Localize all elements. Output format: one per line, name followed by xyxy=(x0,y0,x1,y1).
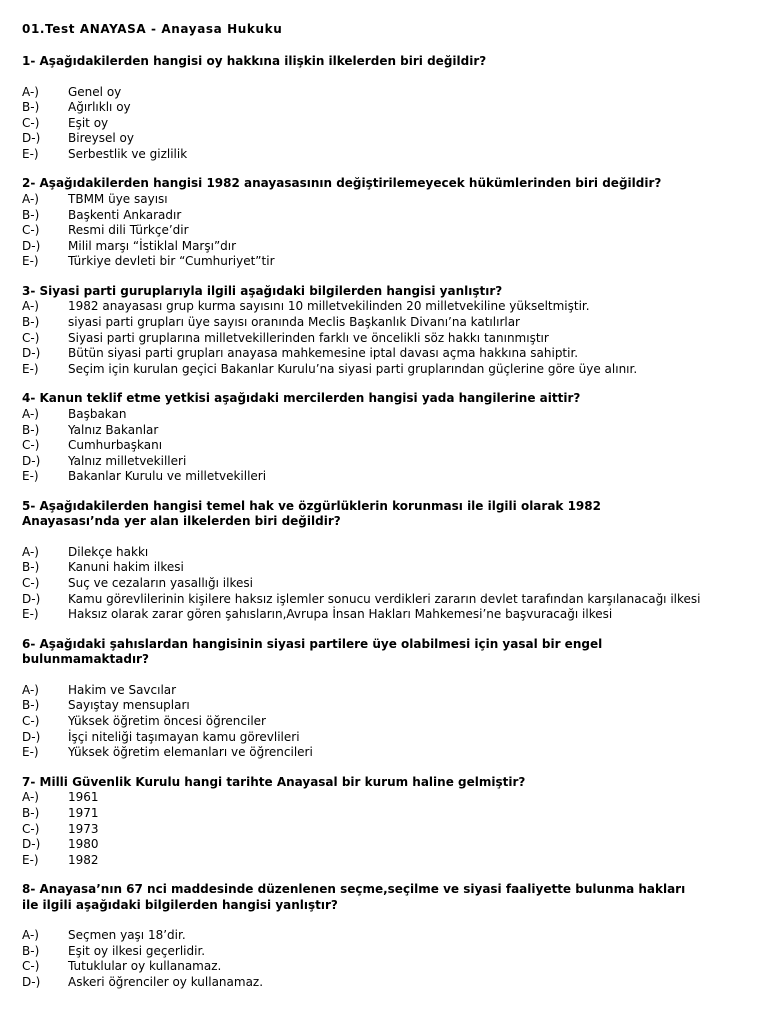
option-c: C-) 1973 xyxy=(22,821,99,836)
option-c: C-) Resmi dili Türkçe’dir xyxy=(22,223,189,238)
question-text: 2- Aşağıdakilerden hangisi 1982 anayasasının değiştirilemeyecek hükümlerinden biri değildir? xyxy=(22,176,662,191)
question-text-line-2: bulunmamaktadır? xyxy=(22,652,149,667)
question-text: 7- Milli Güvenlik Kurulu hangi tarihte Anayasal bir kurum haline gelmiştir? xyxy=(22,774,526,789)
option-b: B-) siyasi parti grupları üye sayısı oranında Meclis Başkanlık Divanı’na katılırlar xyxy=(22,315,520,330)
question-6 xyxy=(22,637,750,761)
option-d: D-) İşçi niteliği taşımayan kamu görevlileri xyxy=(22,729,300,744)
document-title: 01.Test ANAYASA - Anayasa Hukuku xyxy=(22,22,283,36)
option-e: E-) Türkiye devleti bir “Cumhuriyet”tir xyxy=(22,254,275,269)
option-d: D-) Askeri öğrenciler oy kullanamaz. xyxy=(22,975,264,990)
document-page xyxy=(22,22,750,1005)
option-c: C-) Tutuklular oy kullanamaz. xyxy=(22,959,222,974)
question-text: 4- Kanun teklif etme yetkisi aşağıdaki mercilerden hangisi yada hangilerine aittir? xyxy=(22,391,581,406)
question-text-line-2: Anayasası’nda yer alan ilkelerden biri değildir? xyxy=(22,514,341,529)
question-7 xyxy=(22,775,750,868)
option-b: B-) Ağırlıklı oy xyxy=(22,100,131,115)
option-e: E-) Haksız olarak zarar gören şahısların,Avrupa İnsan Hakları Mahkemesi’ne başvuracağı ilkesi xyxy=(22,607,613,622)
option-a: A-) Başbakan xyxy=(22,406,127,421)
option-c: C-) Eşit oy xyxy=(22,115,109,130)
option-e: E-) Seçim için kurulan geçici Bakanlar Kurulu’na siyasi parti gruplarından güçlerine göre üye alınır. xyxy=(22,361,638,376)
option-a: A-) TBMM üye sayısı xyxy=(22,191,168,206)
question-1 xyxy=(22,54,750,162)
option-a: A-) Dilekçe hakkı xyxy=(22,544,149,559)
option-b: B-) Yalnız Bakanlar xyxy=(22,422,159,437)
option-d: D-) Kamu görevlilerinin kişilere haksız işlemler sonucu verdikleri zararın devlet tarafından karşılanacağı ilkesi xyxy=(22,591,701,606)
question-text-line-1: 8- Anayasa’nın 67 nci maddesinde düzenlenen seçme,seçilme ve siyasi faaliyette bulunma hakları xyxy=(22,882,686,897)
option-c: C-) Suç ve cezaların yasallığı ilkesi xyxy=(22,576,253,591)
option-e: E-) Yüksek öğretim elemanları ve öğrencileri xyxy=(22,745,313,760)
option-e: E-) 1982 xyxy=(22,852,99,867)
option-b: B-) Kanuni hakim ilkesi xyxy=(22,560,184,575)
option-e: E-) Serbestlik ve gizlilik xyxy=(22,146,188,161)
question-5 xyxy=(22,499,750,623)
option-d: D-) Yalnız milletvekilleri xyxy=(22,453,187,468)
option-d: D-) Bireysel oy xyxy=(22,131,134,146)
option-b: B-) Başkenti Ankaradır xyxy=(22,207,182,222)
option-a: A-) Genel oy xyxy=(22,84,122,99)
option-d: D-) 1980 xyxy=(22,837,99,852)
question-text-line-1: 6- Aşağıdaki şahıslardan hangisinin siyasi partilere üye olabilmesi için yasal bir engel xyxy=(22,636,603,651)
option-d: D-) Milil marşı “İstiklal Marşı”dır xyxy=(22,238,237,253)
option-a: A-) 1982 anayasası grup kurma sayısını 10 milletvekilinden 20 milletvekiline yükseltmiştir. xyxy=(22,299,590,314)
option-a: A-) 1961 xyxy=(22,790,99,805)
option-c: C-) Cumhurbaşkanı xyxy=(22,438,163,453)
question-4 xyxy=(22,391,750,484)
option-e: E-) Bakanlar Kurulu ve milletvekilleri xyxy=(22,469,267,484)
option-a: A-) Seçmen yaşı 18’dir. xyxy=(22,928,186,943)
option-b: B-) Sayıştay mensupları xyxy=(22,698,190,713)
question-text: 3- Siyasi parti guruplarıyla ilgili aşağıdaki bilgilerden hangisi yanlıştır? xyxy=(22,283,503,298)
option-d: D-) Bütün siyasi parti grupları anayasa mahkemesine iptal davası açma hakkına sahiptir. xyxy=(22,346,579,361)
question-text: 1- Aşağıdakilerden hangisi oy hakkına ilişkin ilkelerden biri değildir? xyxy=(22,54,487,68)
question-text-line-1: 5- Aşağıdakilerden hangisi temel hak ve özgürlüklerin korunması ile ilgili olarak 1982 xyxy=(22,498,601,513)
option-c: C-) Yüksek öğretim öncesi öğrenciler xyxy=(22,714,266,729)
option-b: B-) 1971 xyxy=(22,805,99,820)
option-c: C-) Siyasi parti gruplarına milletvekillerinden farklı ve öncelikli söz hakkı tanınmıştır xyxy=(22,330,549,345)
question-8 xyxy=(22,882,750,990)
option-a: A-) Hakim ve Savcılar xyxy=(22,682,177,697)
question-2 xyxy=(22,176,750,269)
question-3 xyxy=(22,284,750,377)
question-text-line-2: ile ilgili aşağıdaki bilgilerden hangisi yanlıştır? xyxy=(22,897,338,912)
option-b: B-) Eşit oy ilkesi geçerlidir. xyxy=(22,943,206,958)
